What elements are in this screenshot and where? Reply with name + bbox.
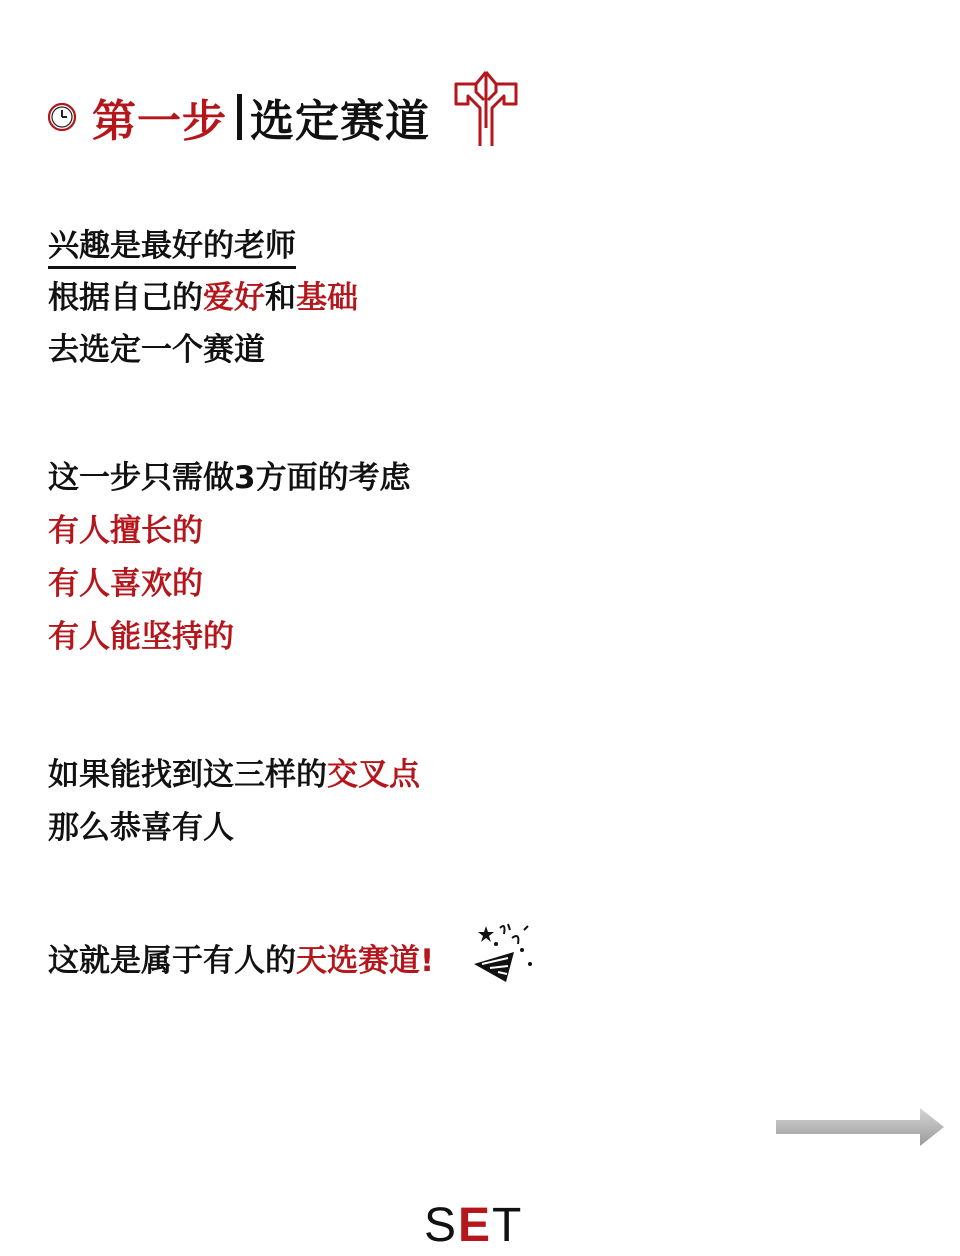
chosen-exclamation: !	[420, 943, 435, 979]
basis-highlight: 基础	[296, 280, 358, 316]
intersection-highlight: 交叉点	[327, 757, 420, 793]
line-congrats: 那么恭喜有人	[48, 810, 234, 846]
chosen-prefix: 这就是属于有人的	[48, 943, 296, 979]
party-popper-icon	[468, 920, 538, 986]
aspect-item-persist: 有人能坚持的	[48, 619, 234, 655]
line-three-aspects: 这一步只需做3方面的考虑	[48, 460, 411, 496]
line-choose-track: 去选定一个赛道	[48, 332, 265, 368]
aspect-item-like: 有人喜欢的	[48, 566, 203, 602]
interest-text: 兴趣是最好的老师	[48, 228, 296, 269]
logo-letter-left: S	[424, 1199, 459, 1252]
logo-letter-right: T	[492, 1199, 524, 1252]
hobby-highlight: 爱好	[203, 280, 265, 316]
step-label: 第一步	[92, 96, 227, 147]
split-arrows-icon	[450, 68, 522, 148]
logo-letter-mid: E	[458, 1199, 493, 1252]
aspect-item-good-at: 有人擅长的	[48, 513, 203, 549]
title-divider	[237, 94, 242, 140]
brand-logo	[424, 1196, 523, 1256]
hobby-prefix: 根据自己的	[48, 280, 203, 316]
next-arrow-icon[interactable]	[774, 1104, 946, 1150]
line-interest	[48, 228, 296, 264]
intersection-prefix: 如果能找到这三样的	[48, 757, 327, 793]
line-intersection	[48, 757, 420, 793]
line-chosen-track	[48, 943, 434, 979]
clock-icon	[46, 101, 78, 133]
topic-label: 选定赛道	[250, 96, 430, 147]
and-text: 和	[265, 280, 296, 316]
line-hobby-basis	[48, 280, 358, 316]
page-title-row	[46, 82, 430, 152]
chosen-highlight: 天选赛道	[296, 943, 420, 979]
